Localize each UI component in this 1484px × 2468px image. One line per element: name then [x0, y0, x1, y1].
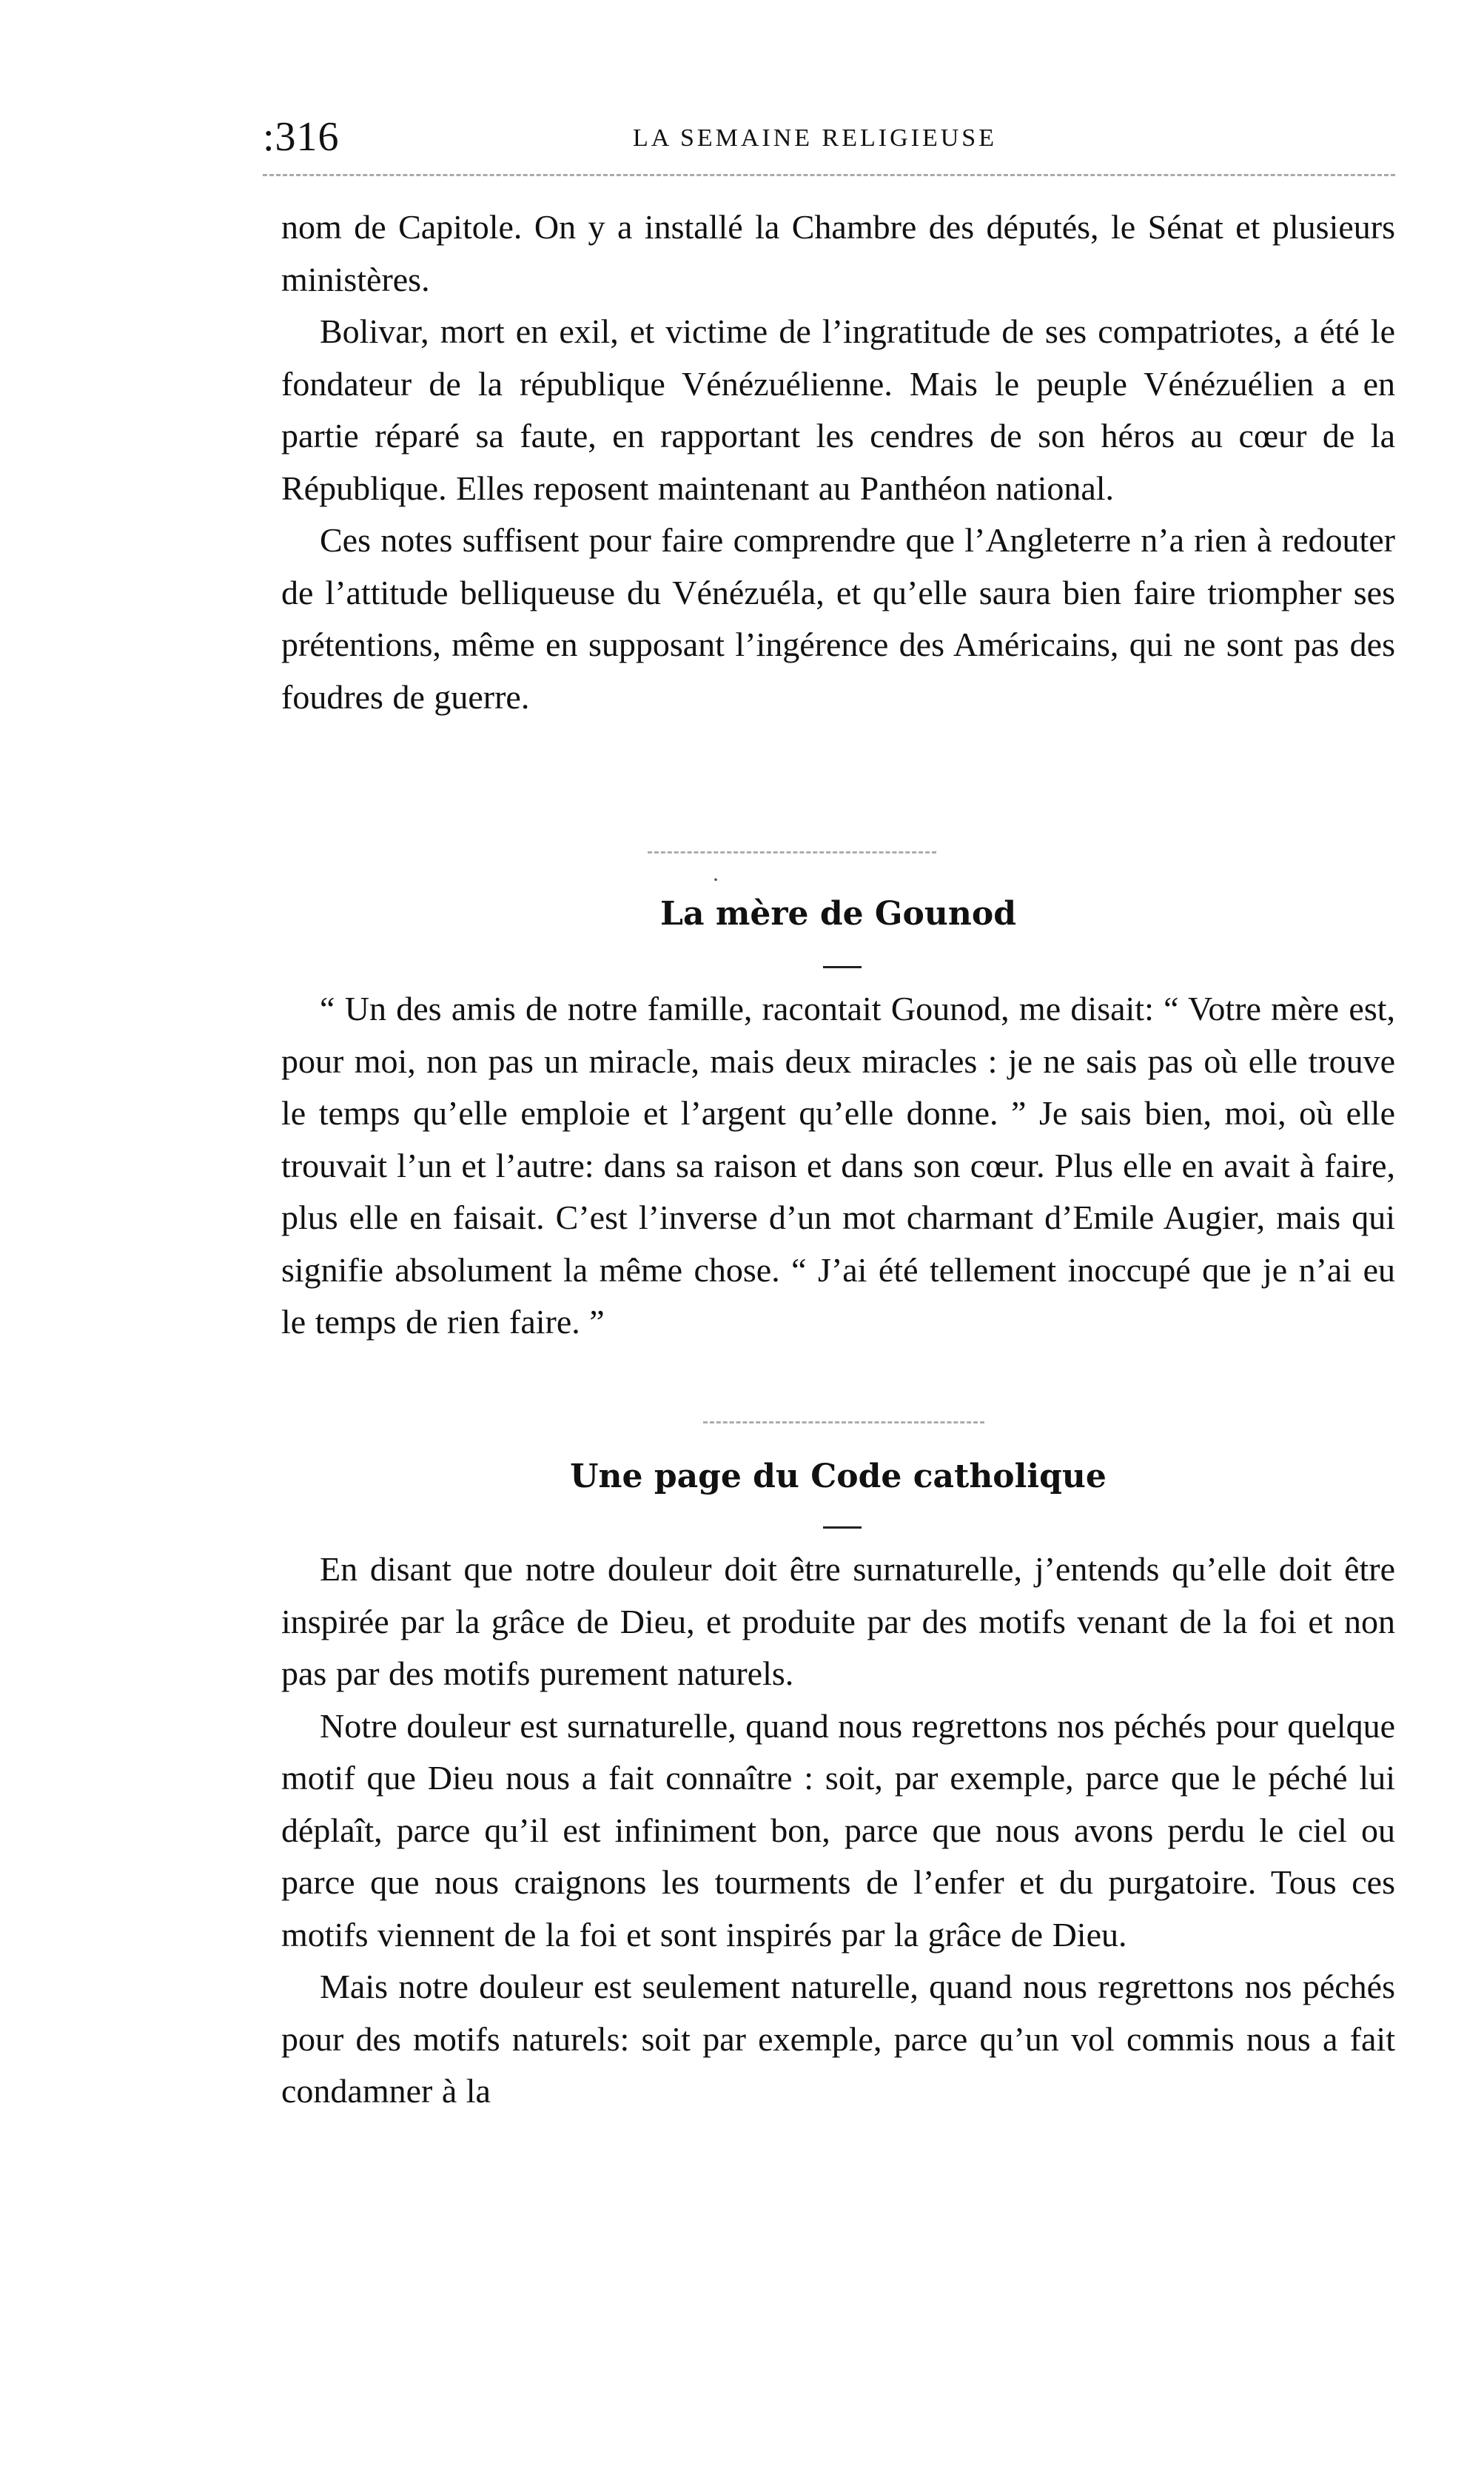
gounod-text [281, 983, 1395, 1349]
code-text [281, 1543, 1395, 2118]
intro-text [281, 201, 1395, 723]
section-title-gounod: La mère de Gounod [660, 895, 1016, 933]
intro-paragraph-1: nom de Capitole. On y a installé la Chambre des députés, le Sénat et plusieurs ministères. [281, 208, 1395, 298]
running-head [263, 111, 1395, 163]
header-rule [263, 174, 1395, 176]
title-rule [823, 1526, 862, 1529]
page-number: :316 [263, 114, 340, 160]
section-separator [703, 1421, 984, 1424]
code-paragraph-3: Mais notre douleur est seulement naturelle, quand nous regrettons nos péchés pour des motifs naturels: soit par exemple, parce qu’un vol commis nous a fait condamner à la [281, 1968, 1395, 2110]
code-paragraph-2: Notre douleur est surnaturelle, quand nous regrettons nos péchés pour quelque motif que Dieu nous a fait connaître : soit, par exemple, parce que le péché lui déplaît, parce qu’il est infiniment bon, parce que nous avons perdu le ciel ou parce que nous craignons les tourments de l’enfer et du purgatoire. Tous ces motifs viennent de la foi et sont inspirés par la grâce de Dieu. [281, 1706, 1395, 1954]
intro-paragraph-2: Bolivar, mort en exil, et victime de l’ingratitude de ses compatriotes, a été le fondateur de la république Vénézuélienne. Mais le peuple Vénézuélien a en partie réparé sa faute, en rapportant les cendres de son héros au cœur de la République. Elles reposent maintenant au Panthéon national. [281, 312, 1395, 507]
intro-paragraph-3: Ces notes suffisent pour faire comprendre que l’Angleterre n’a rien à redouter de l’attitude belliqueuse du Vénézuéla, et qu’elle saura bien faire triompher ses prétentions, même en supposant l’ingérence des Américains, qui ne sont pas des foudres de guerre. [281, 521, 1395, 716]
gounod-paragraph-1: “ Un des amis de notre famille, racontait Gounod, me disait: “ Votre mère est, pour moi, non pas un miracle, mais deux miracles : je ne sais pas où elle trouve le temps qu’elle emploie et l’argent qu’elle donne. ” Je sais bien, moi, où elle trouvait l’un et l’autre: dans sa raison et dans son cœur. Plus elle en avait à faire, plus elle en faisait. C’est l’inverse d’un mot charmant d’Emile Augier, mais qui signifie absolument la même chose. “ J’ai été tellement inoccupé que je n’ai eu le temps de rien faire. ” [281, 990, 1395, 1341]
section-separator [648, 851, 936, 854]
title-rule [823, 966, 862, 968]
code-paragraph-1: En disant que notre douleur doit être surnaturelle, j’entends qu’elle doit être inspirée par la grâce de Dieu, et produite par des motifs venant de la foi et non pas par des motifs purement naturels. [281, 1550, 1395, 1692]
running-title: LA SEMAINE RELIGIEUSE [633, 124, 997, 152]
section-title-code: Une page du Code catholique [570, 1458, 1107, 1495]
stray-mark: · [712, 868, 719, 892]
